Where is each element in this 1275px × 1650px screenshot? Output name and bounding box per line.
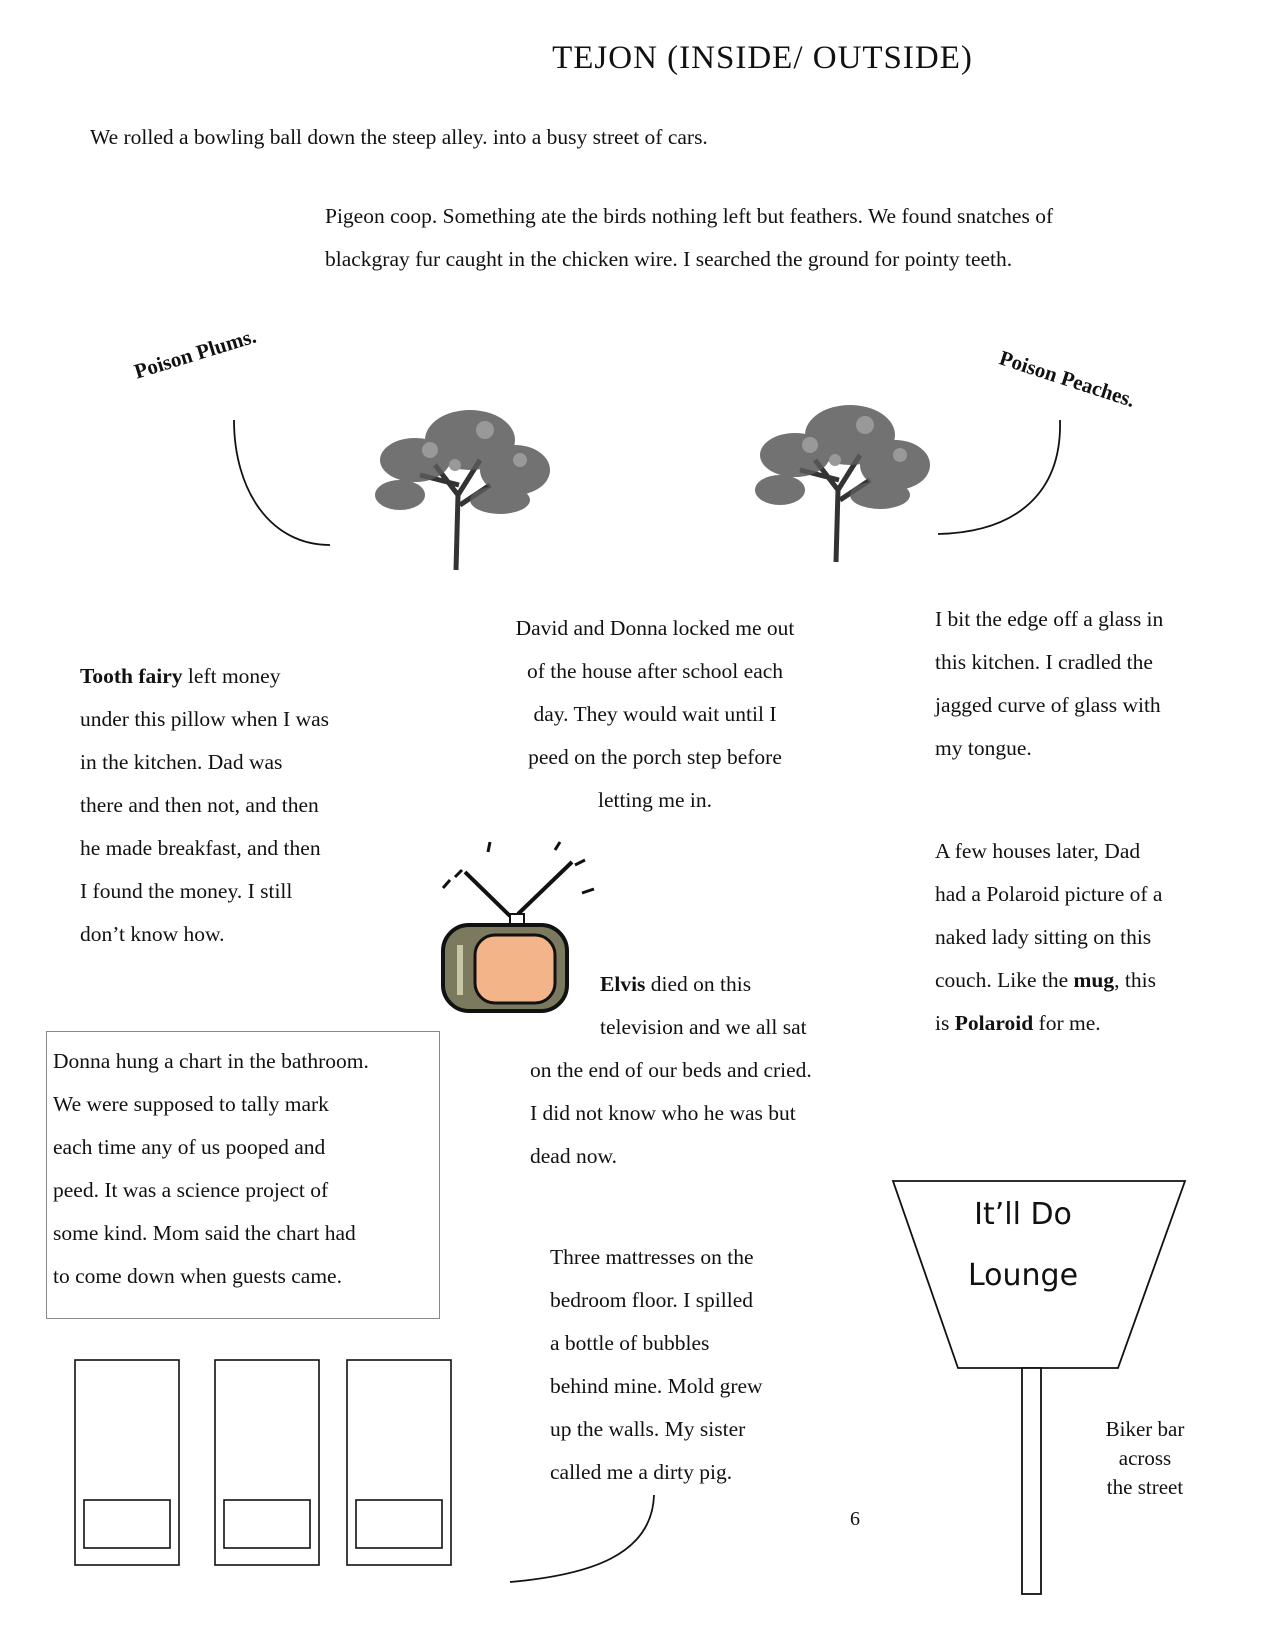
mattress — [347, 1360, 451, 1565]
poison-plums-label: Poison Plums. — [131, 323, 259, 384]
mattresses-illustration — [75, 1360, 451, 1565]
biker-bar-caption: Biker bar across the street — [1105, 1417, 1185, 1499]
plums-arc — [234, 420, 330, 545]
plum-tree-image — [375, 410, 550, 570]
mattress-arc — [510, 1495, 654, 1582]
peach-tree-image — [755, 405, 930, 562]
pillow — [84, 1500, 170, 1548]
mattress — [215, 1360, 319, 1565]
television-icon — [443, 842, 594, 1011]
pigeon-coop-line: Pigeon coop. Something ate the birds nothing left but feathers. We found snatches of — [325, 204, 1054, 228]
glass-paragraph: I bit the edge off a glass in this kitchen. I cradled the jagged curve of glass with my tongue. — [935, 607, 1164, 760]
polaroid-paragraph: A few houses later, Dad had a Polaroid picture of a naked lady sitting on this couch. Like the mug, this is Polaroid for me. — [935, 839, 1163, 1035]
pigeon-coop-line: blackgray fur caught in the chicken wire. I searched the ground for pointy teeth. — [325, 247, 1013, 271]
page-title: TEJON (INSIDE/ OUTSIDE) — [552, 40, 973, 76]
elvis-paragraph-bottom: on the end of our beds and cried. I did not know who he was but dead now. — [530, 1058, 812, 1168]
bar-sign — [893, 1181, 1185, 1594]
page-number: 6 — [850, 1508, 860, 1530]
sign-line-1: It’ll Do — [974, 1197, 1072, 1232]
pillow — [356, 1500, 442, 1548]
mattresses-paragraph: Three mattresses on the bedroom floor. I spilled a bottle of bubbles behind mine. Mold grew up the walls. My sister called me a dirty pig. — [550, 1245, 763, 1484]
sign-post — [1022, 1368, 1041, 1594]
elvis-paragraph-top: Elvis died on this television and we all sat — [600, 972, 807, 1039]
peaches-arc — [938, 420, 1060, 534]
tooth-fairy-bold: Tooth fairy — [80, 664, 183, 688]
tooth-fairy-paragraph: Tooth fairy left money under this pillow when I was in the kitchen. Dad was there and then not, and then he made breakfast, and then I found the money. I still don’t know how. — [80, 664, 330, 946]
elvis-bold: Elvis — [600, 972, 646, 996]
bowling-ball-paragraph: We rolled a bowling ball down the steep alley. into a busy street of cars. — [90, 125, 708, 149]
poison-peaches-label: Poison Peaches. — [996, 345, 1139, 413]
locked-out-paragraph: David and Donna locked me out of the house after school each day. They would wait until I peed on the porch step before letting me in. — [515, 616, 795, 812]
chart-textbox: Donna hung a chart in the bathroom. We were supposed to tally mark each time any of us pooped and peed. It was a science project of some kind. Mom said the chart had to come down when guests came. — [46, 1031, 440, 1319]
mattress — [75, 1360, 179, 1565]
pillow — [224, 1500, 310, 1548]
sign-line-2: Lounge — [967, 1258, 1079, 1293]
